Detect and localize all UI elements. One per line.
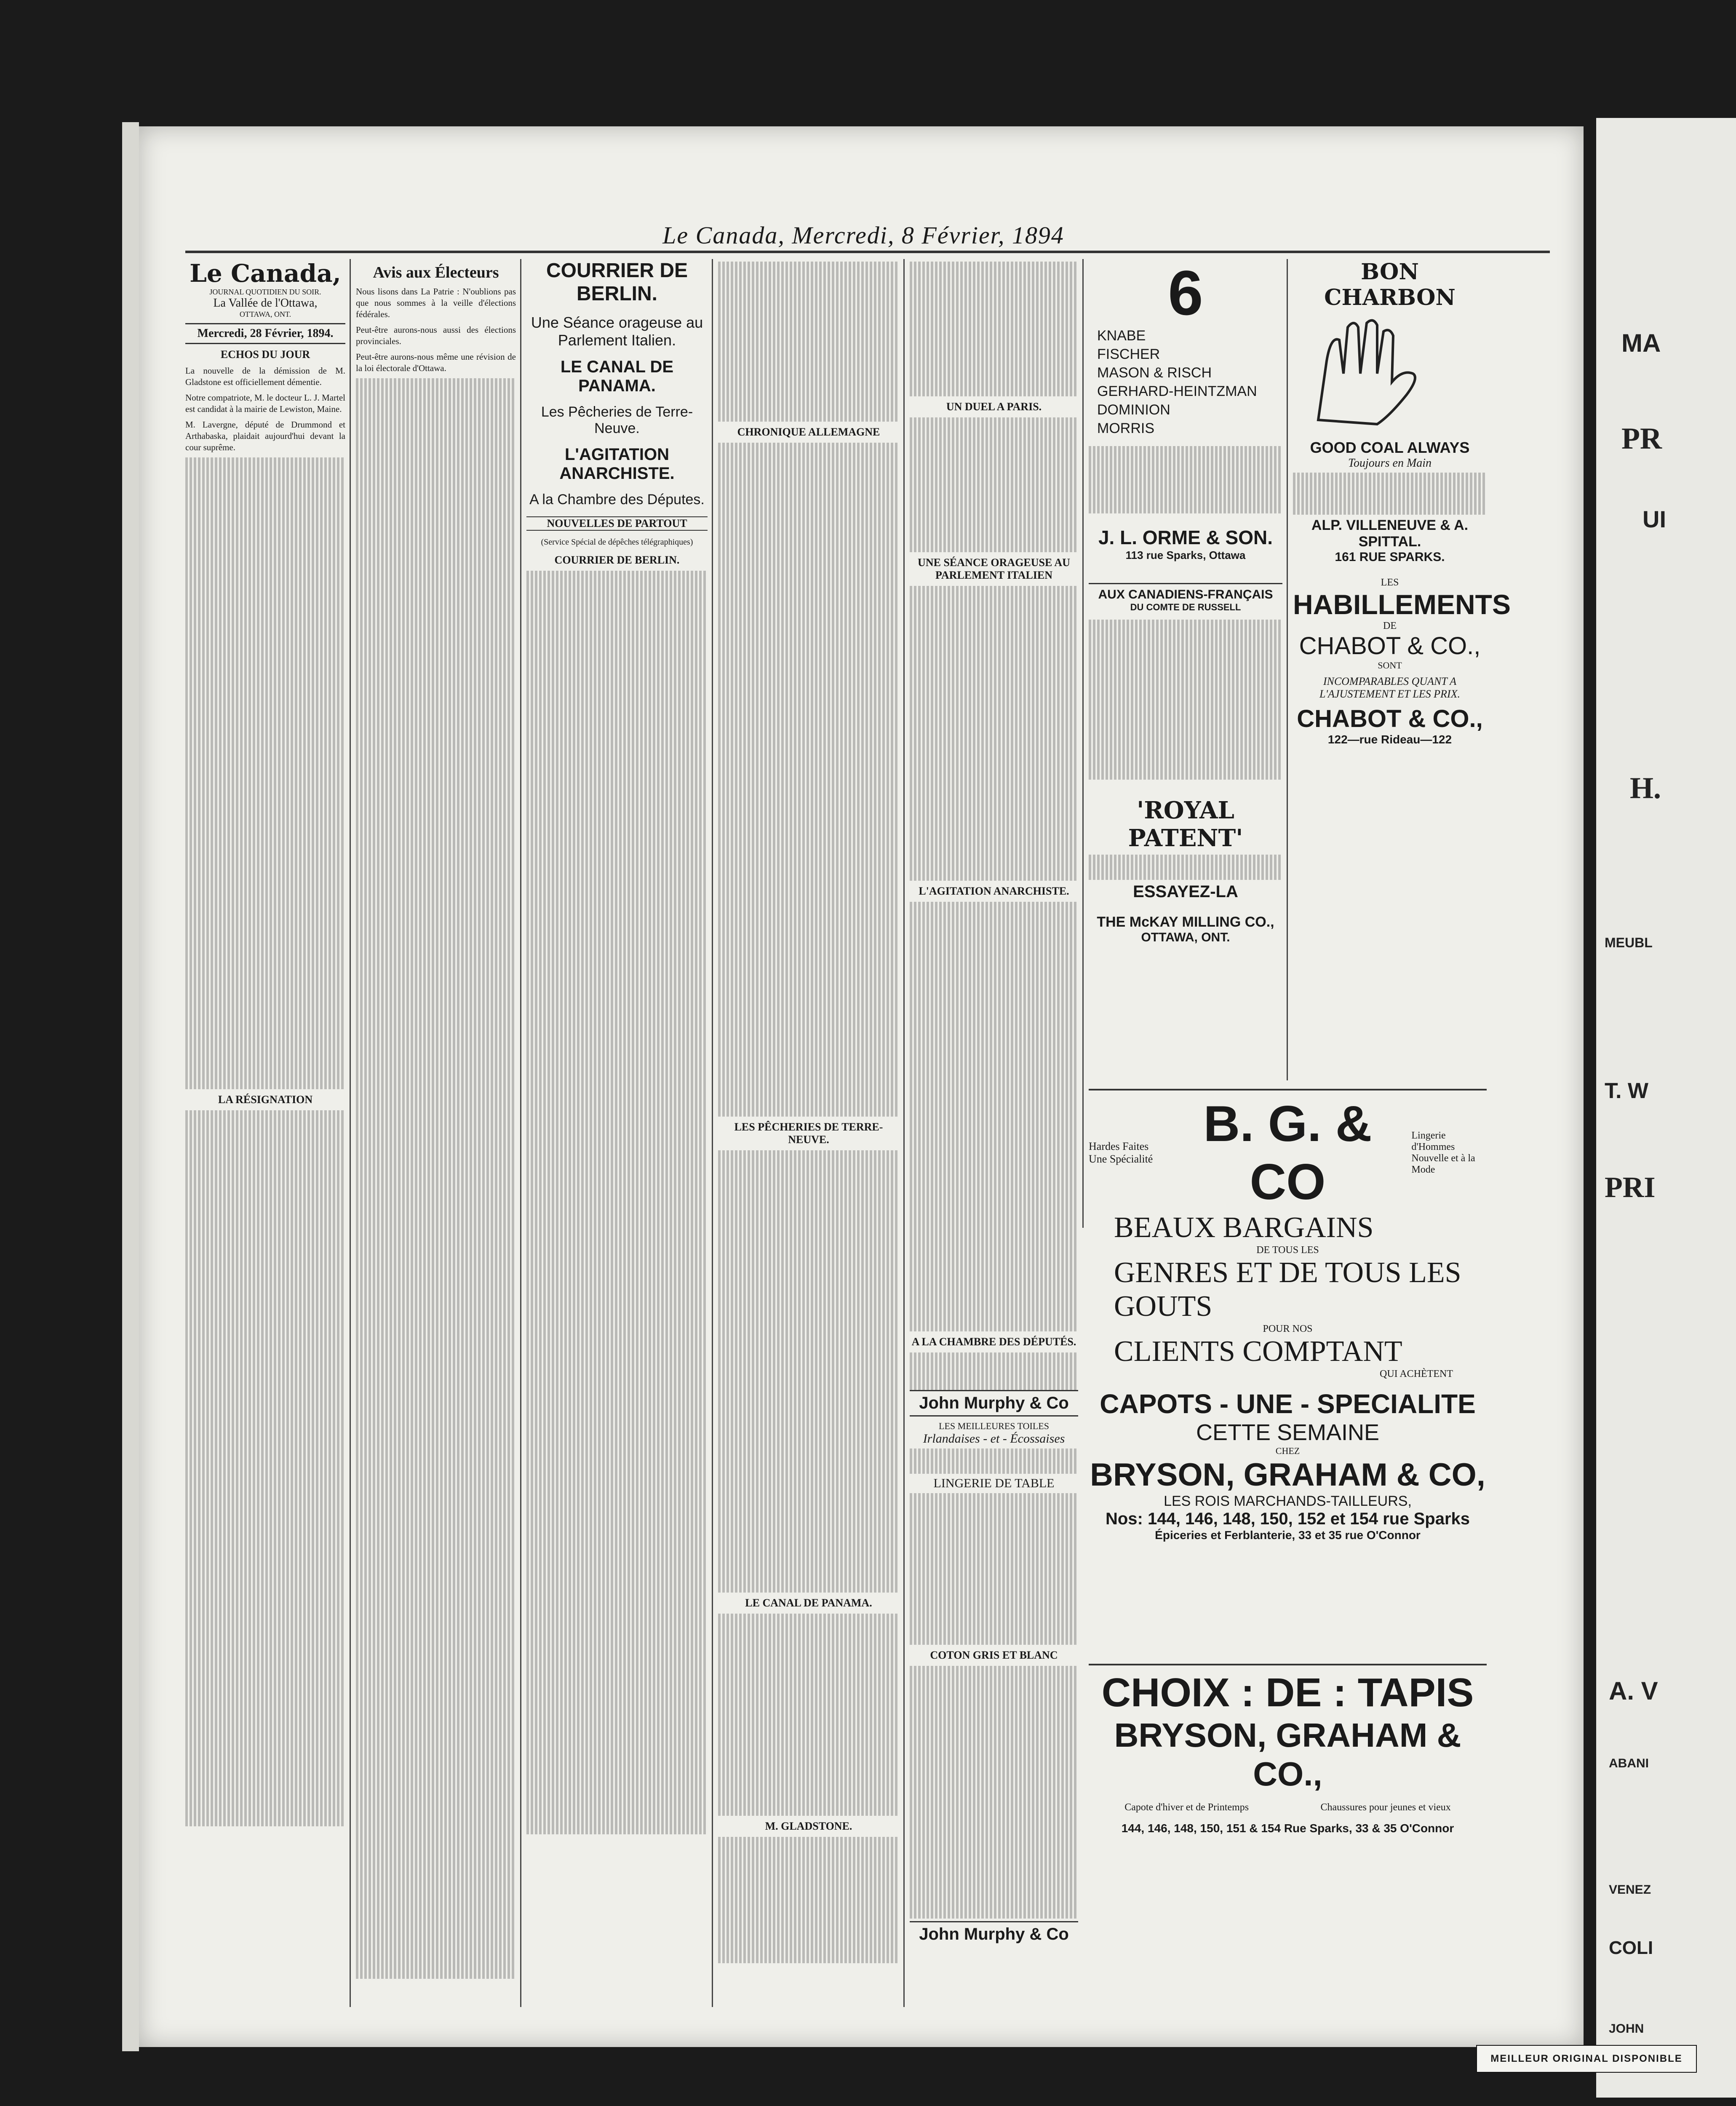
dateline: Mercredi, 28 Février, 1894. [185,323,345,344]
section-title: NOUVELLES DE PARTOUT [526,516,708,531]
archive-stamp: MEILLEUR ORIGINAL DISPONIBLE [1476,2045,1697,2073]
headline: LE CANAL DE PANAMA. [560,358,674,395]
ad-beaux-bargains: BEAUX BARGAINS [1114,1211,1374,1244]
subheading: CHRONIQUE ALLEMAGNE [737,426,880,438]
subheading: LES PÊCHERIES DE TERRE-NEUVE. [734,1121,883,1146]
paragraph: Nous lisons dans La Patrie : N'oublions pas que nous sommes à la veille d'élections fédérales. [356,286,516,319]
ad-murphy-name-2: John Murphy & Co [910,1921,1078,1944]
running-header: Le Canada, Mercredi, 8 Février, 1894 [662,222,1064,249]
ad-murphy-name: John Murphy & Co [910,1390,1078,1416]
subheading: M. GLADSTONE. [765,1820,852,1832]
paragraph: Peut-être aurons-nous même une révision de la loi électorale d'Ottawa. [356,352,516,373]
ad-mckay-city: OTTAWA, ONT. [1141,930,1230,944]
body-text-block [910,1666,1078,1919]
paragraph: La nouvelle de la démission de M. Gladstone est officiellement démentie. [185,366,345,387]
ad-qui-achetent: QUI ACHÈTENT [1380,1368,1453,1379]
body-text-block [1089,446,1282,513]
body-text-block [718,1614,899,1816]
body-text-block [718,1150,899,1593]
ad-genres-gouts: GENRES ET DE TOUS LES GOUTS [1114,1256,1461,1323]
subheading: L'AGITATION ANARCHISTE. [919,885,1069,897]
body-text-block [526,571,708,1834]
ad-orme-name: J. L. ORME & SON. [1098,526,1273,548]
ad-chabot-address: 122—rue Rideau—122 [1327,733,1452,746]
ad-villeneuve-address: 161 RUE SPARKS. [1335,550,1445,564]
ad-bryson-graham-2: BRYSON, GRAHAM & CO., [1114,1716,1461,1793]
piano-brand: DOMINION [1097,402,1170,418]
paragraph: Notre compatriote, M. le docteur L. J. Martel est candidat à la mairie de Lewiston, Maine. [185,393,345,414]
ad-choix-tapis: CHOIX : DE : TAPIS [1101,1670,1474,1715]
piano-brand: KNABE [1097,328,1146,344]
piano-brand: MASON & RISCH [1097,365,1212,381]
binding-margin [122,122,139,2051]
ad-les: LES [1381,577,1399,588]
newspaper-page [139,126,1584,2047]
ad-de-tous: DE TOUS LES [1256,1245,1319,1256]
headline: A la Chambre des Députes. [529,492,705,508]
ad-royal-patent: 'ROYAL PATENT' [1128,796,1243,852]
ad-pianos [1089,259,1282,1080]
ad-cette-semaine: CETTE SEMAINE [1196,1420,1380,1445]
ad-clients-comptant: CLIENTS COMPTANT [1114,1335,1402,1368]
piano-brand: FISCHER [1097,346,1160,362]
hand-icon [1293,310,1445,437]
ad-chabot: CHABOT & CO., [1299,632,1481,660]
fragment-text: UI [1643,506,1666,532]
masthead-address: OTTAWA, ONT. [239,310,291,318]
body-text-block [1089,620,1282,780]
ad-capots: CAPOTS - UNE - SPECIALITE [1100,1389,1476,1419]
section-title: ECHOS DU JOUR [220,348,310,361]
fragment-text: JOHN [1609,2022,1644,2036]
subheading: LA RÉSIGNATION [218,1093,313,1106]
column-2 [356,259,516,2007]
fragment-text: COLI [1609,1938,1653,1958]
masthead-title: Le Canada, [190,259,341,288]
masthead-region: La Vallée de l'Ottawa, [213,297,318,310]
ad-toujours: Toujours en Main [1348,457,1432,470]
column-rule [903,259,905,2007]
ad-sont: SONT [1378,660,1402,671]
ad-capote-hiver: Capote d'hiver et de Printemps [1124,1802,1249,1813]
ad-toiles: LES MEILLEURES TOILES [939,1421,1049,1431]
paragraph: M. Lavergne, député de Drummond et Arthabaska, plaidait aujourd'hui devant la cour suprême. [185,420,345,452]
body-text-block [185,457,345,1089]
column-rule [712,259,713,2007]
body-text-block [185,1110,345,1826]
ad-irlandaises: Irlandaises - et - Écossaises [923,1432,1065,1446]
body-text-block [718,443,899,1117]
body-text-block [910,1493,1078,1645]
fragment-text: H. [1630,771,1661,805]
body-text-block [1089,855,1282,880]
ad-charbon-habillements [1293,259,1511,1080]
ad-chez: CHEZ [1275,1446,1300,1456]
ad-rois-marchands: LES ROIS MARCHANDS-TAILLEURS, [1164,1493,1412,1509]
ad-coton: COTON GRIS ET BLANC [930,1649,1058,1661]
headline: L'AGITATION ANARCHISTE. [559,445,675,483]
column-rule [520,259,521,2007]
fragment-text: MEUBL [1605,935,1653,950]
column-rule [1082,259,1084,1228]
subheading: UN DUEL A PARIS. [946,401,1042,413]
ad-habillements: HABILLEMENTS [1293,589,1511,620]
headline: Les Pêcheries de Terre-Neuve. [541,404,693,436]
ad-chabot-2: CHABOT & CO., [1297,705,1483,732]
ad-bg-co: B. G. & CO [1203,1096,1372,1210]
ad-incomparables: INCOMPARABLES QUANT A L'AJUSTEMENT ET LES PRIX. [1319,675,1460,700]
column-1 [185,259,345,2007]
subheading: LE CANAL DE PANAMA. [745,1597,872,1609]
body-text-block [356,378,516,1979]
body-text-block [1293,473,1487,515]
column-rule [1287,259,1288,1080]
masthead-subtitle: JOURNAL QUOTIDIEN DU SOIR. [209,288,321,296]
fragment-text: A. V [1609,1677,1658,1705]
body-text-block [910,1449,1078,1474]
piano-brand: MORRIS [1097,420,1154,436]
piano-brand-list [1089,326,1282,438]
fragment-text: PR [1621,422,1662,455]
fragment-text: MA [1621,329,1661,357]
piano-brand: GERHARD-HEINTZMAN [1097,383,1257,399]
ad-epiceries: Épiceries et Ferblanterie, 33 et 35 rue O'Connor [1155,1529,1421,1542]
subheading: UNE SÉANCE ORAGEUSE AU PARLEMENT ITALIEN [918,556,1070,581]
body-text-block [910,262,1078,396]
header-rule [185,251,1550,253]
body-text-block [910,417,1078,552]
body-text-block [910,902,1078,1331]
headline: COURRIER DE BERLIN. [546,259,688,305]
ad-bryson-graham-name: BRYSON, GRAHAM & CO, [1090,1457,1485,1493]
ad-pour-nos: POUR NOS [1263,1323,1313,1334]
body-text-block [718,262,899,422]
subheading: A LA CHAMBRE DES DÉPUTÉS. [911,1336,1076,1348]
paragraph: Peut-être aurons-nous aussi des élections provinciales. [356,325,516,346]
column-rule [350,259,351,2007]
ad-essayez: ESSAYEZ-LA [1133,882,1238,901]
column-3 [526,259,708,2007]
ad-bryson-numbers: Nos: 144, 146, 148, 150, 152 et 154 rue Sparks [1105,1510,1470,1528]
ad-villeneuve: ALP. VILLENEUVE & A. SPITTAL. [1311,517,1469,550]
service-note: (Service Spécial de dépêches télégraphiques) [541,537,693,547]
ad-de: DE [1383,620,1397,631]
subheading: COURRIER DE BERLIN. [554,554,680,566]
ad-tapis [1089,1664,1487,1960]
ad-lingerie: Lingerie d'Hommes Nouvelle et à la Mode [1411,1130,1475,1175]
fragment-text: ABANI [1609,1756,1649,1770]
ad-lingerie-table: LINGERIE DE TABLE [933,1476,1055,1490]
fragment-text: PRI [1605,1171,1656,1204]
ad-comte: DU COMTE DE RUSSELL [1130,602,1241,612]
ad-hardes: Hardes Faites Une Spécialité [1089,1140,1153,1165]
ad-number: 6 [1168,257,1203,328]
article-title: Avis aux Électeurs [373,264,499,281]
ad-chaussures: Chaussures pour jeunes et vieux [1320,1802,1451,1813]
body-text-block [718,1837,899,1963]
body-text-block [910,586,1078,881]
adjacent-page-fragment [1596,118,1736,2098]
ad-charbon-title: BON CHARBON [1324,259,1456,310]
headline: Une Séance orageuse au Parlement Italien. [531,314,703,349]
ad-orme-address: 113 rue Sparks, Ottawa [1125,549,1246,561]
ad-mckay: THE McKAY MILLING CO., [1097,914,1274,930]
fragment-text: T. W [1605,1079,1648,1103]
fragment-text: VENEZ [1609,1883,1651,1897]
ad-john-murphy [910,1390,1078,2007]
ad-bryson-address-2: 144, 146, 148, 150, 151 & 154 Rue Sparks, 33 & 35 O'Connor [1121,1822,1454,1835]
ad-aux-canadiens: AUX CANADIENS-FRANÇAIS [1089,583,1282,602]
column-4 [718,259,899,2007]
ad-good-coal: GOOD COAL ALWAYS [1310,439,1470,456]
